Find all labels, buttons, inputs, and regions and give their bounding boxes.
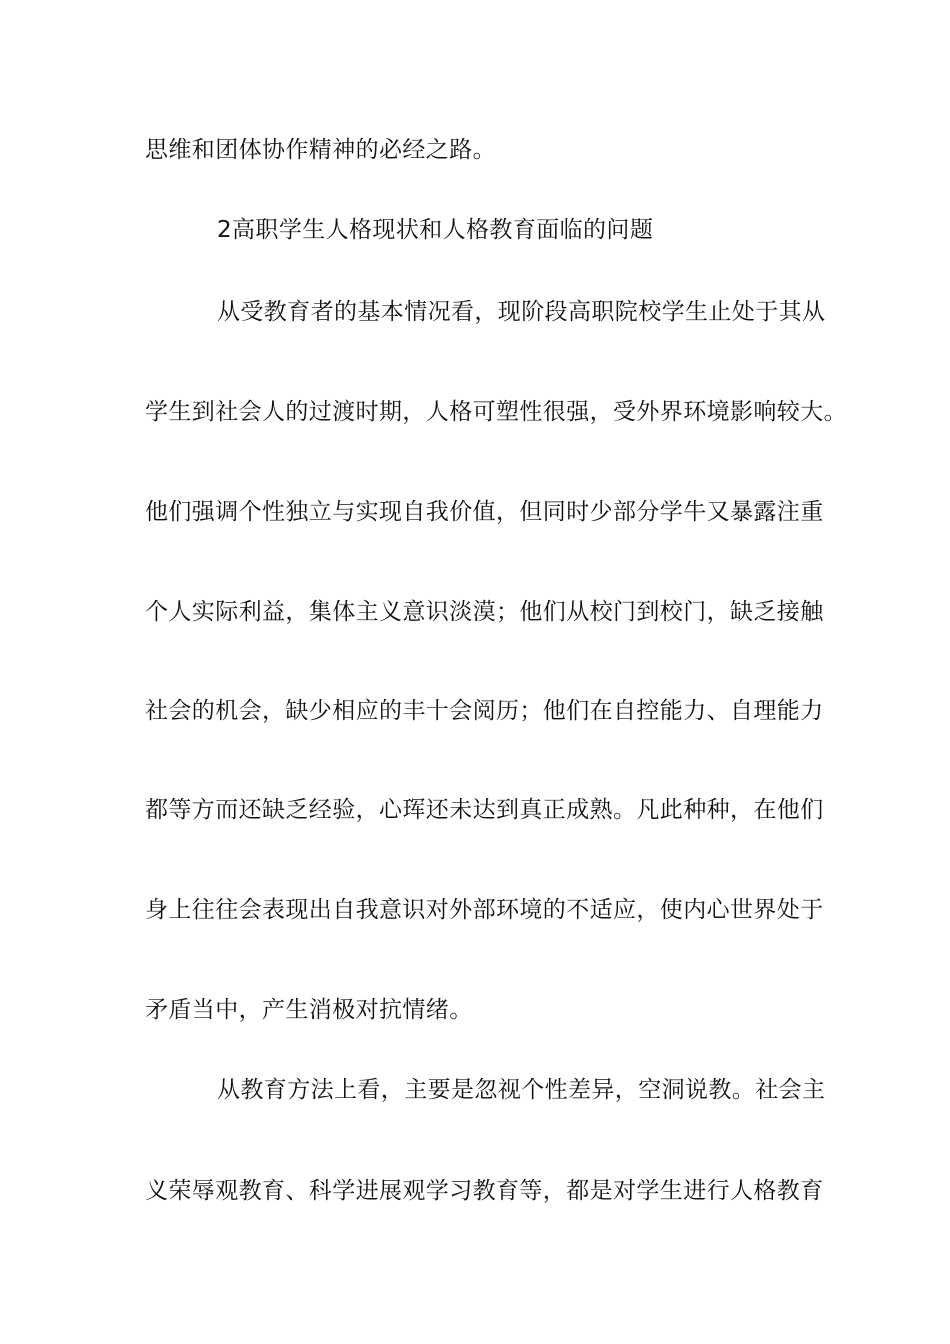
paragraph-line: 身上往往会表现出自我意识对外部环境的不适应，使内心世界处于	[145, 897, 824, 923]
paragraph-line: 矛盾当中，产生消极对抗情绪。	[145, 997, 473, 1023]
paragraph-line: 个人实际利益，集体主义意识淡漠；他们从校门到校门，缺乏接触	[145, 599, 824, 625]
paragraph-end-line: 思维和团体协作精神的必经之路。	[145, 137, 496, 163]
paragraph-line: 义荣辱观教育、科学进展观学习教育等，都是对学生进行人格教育	[145, 1178, 824, 1204]
paragraph-line: 都等方而还缺乏经验，心珲还未达到真正成熟。凡此种种，在他们	[145, 797, 824, 823]
paragraph-line: 学生到社会人的过渡时期，人格可塑性很强，受外界环境影响较大。	[145, 399, 847, 425]
paragraph-line: 社会的机会，缺少相应的丰十会阅历；他们在自控能力、自理能力	[145, 698, 824, 724]
paragraph-line: 他们强调个性独立与实现自我价值，但同时少部分学牛又暴露注重	[145, 499, 824, 525]
section-heading: 2高职学生人格现状和人格教育面临的问题	[217, 217, 654, 243]
paragraph-line: 从教育方法上看，主要是忽视个性差异，空洞说教。社会主	[217, 1077, 826, 1103]
paragraph-line: 从受教育者的基本情况看，现阶段高职院校学生止处于其从	[217, 299, 826, 325]
